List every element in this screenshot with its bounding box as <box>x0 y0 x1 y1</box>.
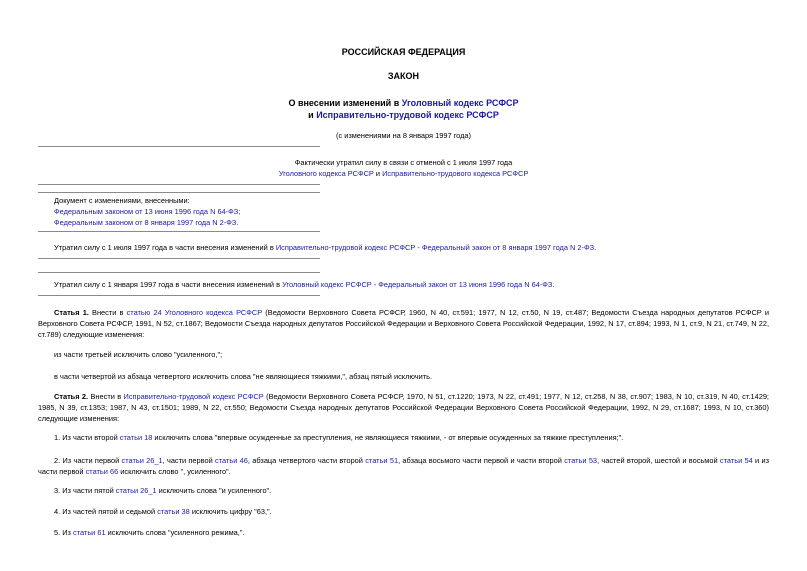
article-66-link[interactable]: статьи 66 <box>85 467 119 476</box>
article-2-item-3: 3. Из части пятой статьи 26_1 исключить слова "и усиленного". <box>54 486 272 495</box>
article-2: Статья 2. Внести в Исправительно-трудовой кодекс РСФСР (Ведомости Верховного Совета РСФСР, 1970, N 51, ст.1220; 1973, N 22, ст.491; 1977, N 12, ст.258, N 38, ст.907; 1983, N 10, ст.319, N 40, ст.1429; 1985, N 39, ст.1353; 1987, N 43, ст.1501; 1989, N 22, ст.550; Ведомости Съезда народных депутатов Российской Федерации Верховного Совета Российской Федерации, 1992, N 29, ст.1687; 1993, N 10, ст.360) следующие изменения: <box>38 392 769 423</box>
country-heading: РОССИЙСКАЯ ФЕДЕРАЦИЯ <box>341 47 466 57</box>
lost-force-note-2: Утратил силу с 1 января 1997 года в части внесения изменений в Уголовный кодекс РСФСР - Федеральный закон от 13 июня 1996 года N 64-ФЗ. <box>54 280 555 289</box>
article-24-link[interactable]: статью 24 Уголовного кодекса РСФСР <box>126 308 263 317</box>
doc-type-heading: ЗАКОН <box>387 71 420 81</box>
amendment-link-2[interactable]: Федеральным законом от 8 января 1997 года N 2-ФЗ. <box>54 218 239 227</box>
article-1: Статья 1. Внести в статью 24 Уголовного кодекса РСФСР (Ведомости Верховного Совета РСФСР, 1960, N 40, ст.591; 1977, N 12, ст.50, N 19, ст.487; Ведомости Съезда народных депутатов РСФСР и Верховного Совета РСФСР, 1991, N 52, ст.1867; Ведомости Съезда народных депутатов Российской Федерации и Верховного Совета Российской Федерации, 1992, N 17, ст.894; 1993, N 1, ст.9, N 21, ст.749, N 22, ст.789) следующие изменения: <box>38 308 770 339</box>
lost-force-link-2[interactable]: Уголовный кодекс РСФСР - Федеральный закон от 13 июня 1996 года N 64-ФЗ <box>282 280 553 289</box>
separator <box>38 231 320 232</box>
separator <box>38 272 320 273</box>
law-title-line1 <box>0 98 807 108</box>
status-and: и <box>373 169 383 178</box>
article-2-item-4: 4. Из частей пятой и седьмой статьи 38 исключить цифру "63,". <box>54 507 272 516</box>
status-corrective-code-link[interactable]: Исправительно-трудового кодекса РСФСР <box>382 169 529 178</box>
status-links <box>0 169 807 178</box>
title-prefix: О внесении изменений в <box>288 98 402 108</box>
lost-force-link-1[interactable]: Исправительно-трудовой кодекс РСФСР - Федеральный закон от 8 января 1997 года N 2-ФЗ <box>275 243 595 252</box>
article-61-link[interactable]: статьи 61 <box>72 528 106 537</box>
corrective-code-link-art2[interactable]: Исправительно-трудовой кодекс РСФСР <box>123 392 264 401</box>
article-26-1-link-2[interactable]: статьи 26_1 <box>115 486 157 495</box>
changes-intro: Документ с изменениями, внесенными: <box>54 196 190 205</box>
article-1-point-2: в части четвертой из абзаца четвертого исключить слова "не являющиеся тяжкими,", абзац пятый исключить. <box>54 372 433 381</box>
article-38-link[interactable]: статьи 38 <box>157 507 190 516</box>
status-criminal-code-link[interactable]: Уголовного кодекса РСФСР <box>278 169 374 178</box>
article-18-link[interactable]: статьи 18 <box>119 433 153 442</box>
article-1-label: Статья 1. <box>54 308 89 317</box>
article-26-1-link[interactable]: статьи 26_1 <box>121 456 163 465</box>
criminal-code-link[interactable]: Уголовный кодекс РСФСР <box>401 98 519 108</box>
article-53-link[interactable]: статьи 53 <box>564 456 598 465</box>
law-title-line2 <box>0 110 807 120</box>
article-2-item-2: 2. Из части первой статьи 26_1, части первой статьи 46, абзаца четвертого части второй статьи 51, абзаца восьмого части первой и части второй статьи 53, частей второй, шестой и восьмой статьи 54 и из части первой статьи 66 исключить слово ", усиленного". <box>38 456 769 476</box>
separator <box>38 192 320 193</box>
title-and: и <box>308 110 317 120</box>
article-1-point-1: из части третьей исключить слово "усиленного,"; <box>54 350 223 359</box>
article-51-link[interactable]: статьи 51 <box>365 456 399 465</box>
edition-note: (с изменениями на 8 января 1997 года) <box>336 131 471 140</box>
article-2-item-5: 5. Из статьи 61 исключить слова "усиленного режима,". <box>54 528 245 537</box>
separator <box>38 295 320 296</box>
separator <box>38 146 320 147</box>
article-54-link[interactable]: статьи 54 <box>719 456 753 465</box>
article-2-item-1: 1. Из части второй статьи 18 исключить слова "впервые осужденные за преступления, не являющиеся тяжкими, - от впервые осужденных за тяжкие преступления;". <box>54 433 624 442</box>
lost-force-note-1: Утратил силу с 1 июля 1997 года в части внесения изменений в Исправительно-трудовой кодекс РСФСР - Федеральный закон от 8 января 1997 года N 2-ФЗ. <box>54 243 597 252</box>
status-line: Фактически утратил силу в связи с отменой с 1 июля 1997 года <box>294 158 513 167</box>
article-2-label: Статья 2. <box>54 392 89 401</box>
separator <box>38 184 320 185</box>
article-46-link[interactable]: статьи 46 <box>215 456 248 465</box>
amendment-link-1[interactable]: Федеральным законом от 13 июня 1996 года N 64-ФЗ; <box>54 207 241 216</box>
separator <box>38 258 320 259</box>
corrective-labor-code-link[interactable]: Исправительно-трудовой кодекс РСФСР <box>316 110 499 120</box>
